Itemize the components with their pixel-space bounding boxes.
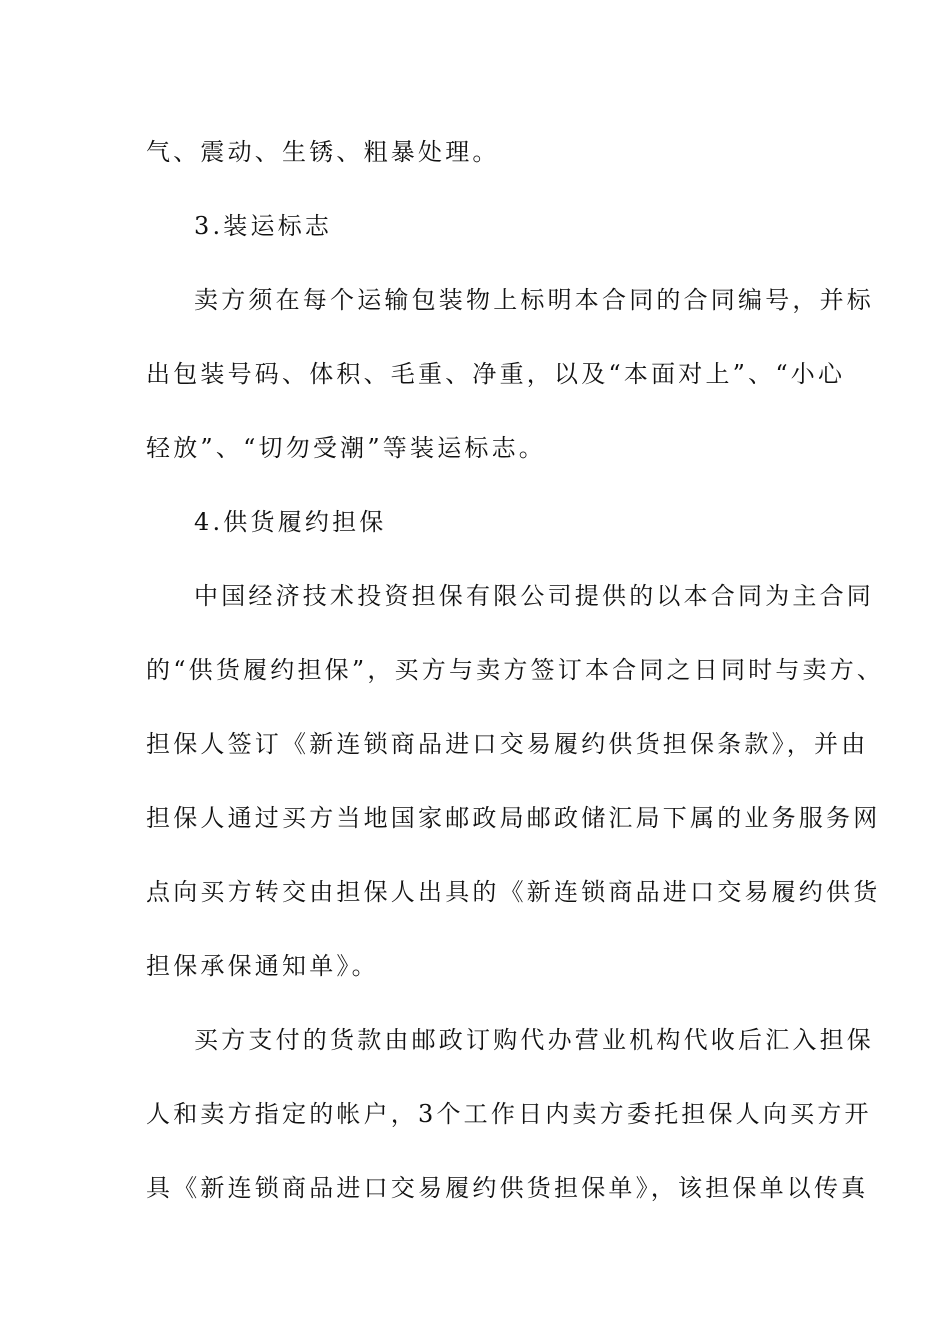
paragraph-line: 中国经济技术投资担保有限公司提供的以本合同为主合同 bbox=[194, 582, 874, 610]
section-heading: 3.装运标志 bbox=[194, 212, 333, 240]
paragraph-line: 卖方须在每个运输包装物上标明本合同的合同编号，并标 bbox=[194, 286, 874, 314]
paragraph-line: 点向买方转交由担保人出具的《新连锁商品进口交易履约供货 bbox=[146, 878, 881, 906]
paragraph-line: 轻放”、“切勿受潮”等装运标志。 bbox=[146, 434, 547, 462]
section-heading: 4.供货履约担保 bbox=[194, 508, 387, 536]
paragraph-line: 具《新连锁商品进口交易履约供货担保单》，该担保单以传真 bbox=[146, 1174, 869, 1202]
paragraph-line: 买方支付的货款由邮政订购代办营业机构代收后汇入担保 bbox=[194, 1026, 874, 1054]
paragraph-line: 的“供货履约担保”，买方与卖方签订本合同之日同时与卖方、 bbox=[146, 656, 885, 684]
paragraph-line: 担保承保通知单》。 bbox=[146, 952, 379, 980]
paragraph-line: 担保人签订《新连锁商品进口交易履约供货担保条款》，并由 bbox=[146, 730, 869, 758]
paragraph-line: 气、震动、生锈、粗暴处理。 bbox=[146, 138, 500, 166]
paragraph-line: 出包装号码、体积、毛重、净重，以及“本面对上”、“小心 bbox=[146, 360, 846, 388]
paragraph-line: 担保人通过买方当地国家邮政局邮政储汇局下属的业务服务网 bbox=[146, 804, 881, 832]
paragraph-line: 人和卖方指定的帐户，3个工作日内卖方委托担保人向买方开 bbox=[146, 1100, 872, 1128]
